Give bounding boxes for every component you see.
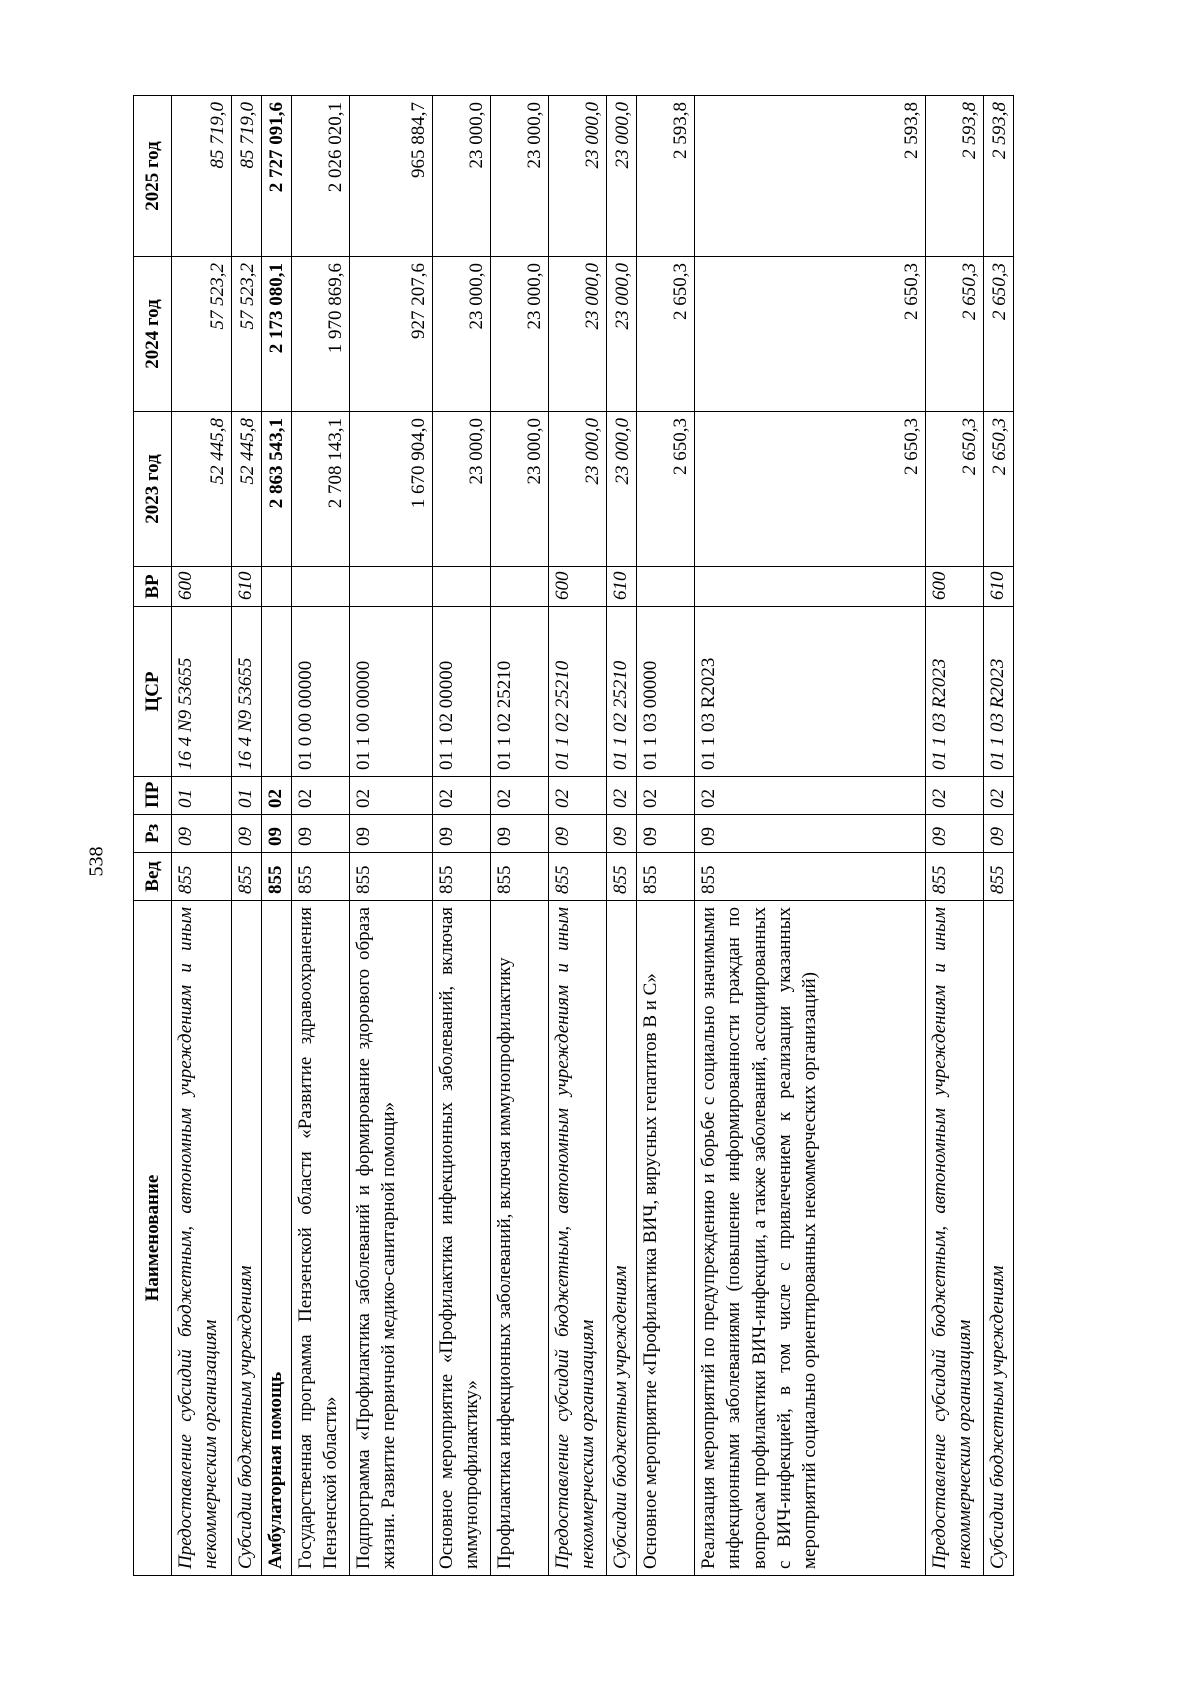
cell-rz: 09 <box>261 815 291 853</box>
cell-vr: 610 <box>232 567 262 607</box>
cell-vr <box>433 567 491 607</box>
cell-y2023: 2 650,3 <box>636 412 694 567</box>
cell-ved: 855 <box>433 853 491 901</box>
cell-vr: 610 <box>984 567 1014 607</box>
cell-y2023: 2 650,3 <box>694 412 925 567</box>
cell-ved: 855 <box>349 853 432 901</box>
cell-name: Субсидии бюджетным учреждениям <box>607 901 637 1576</box>
header-2025: 2025 год <box>134 96 172 257</box>
cell-csr: 01 0 00 00000 <box>291 607 349 777</box>
cell-y2024: 2 650,3 <box>926 257 984 412</box>
table-row <box>636 96 694 1576</box>
cell-csr: 01 1 02 25210 <box>491 607 549 777</box>
cell-rz: 09 <box>607 815 637 853</box>
cell-y2025: 23 000,0 <box>491 96 549 257</box>
cell-y2024: 23 000,0 <box>433 257 491 412</box>
cell-y2023: 2 863 543,1 <box>261 412 291 567</box>
cell-y2025: 23 000,0 <box>607 96 637 257</box>
budget-table-container <box>133 96 1014 1576</box>
cell-pr: 02 <box>549 777 607 815</box>
header-2023: 2023 год <box>134 412 172 567</box>
cell-pr: 02 <box>984 777 1014 815</box>
cell-y2023: 2 708 143,1 <box>291 412 349 567</box>
cell-csr: 01 1 02 25210 <box>607 607 637 777</box>
cell-y2024: 2 173 080,1 <box>261 257 291 412</box>
cell-ved: 855 <box>694 853 925 901</box>
cell-pr: 02 <box>491 777 549 815</box>
cell-name: Предоставление субсидий бюджетным, автономным учреждениям и иным некоммерческим организациям <box>172 901 232 1576</box>
cell-pr: 02 <box>926 777 984 815</box>
cell-pr: 02 <box>636 777 694 815</box>
cell-name: Предоставление субсидий бюджетным, автономным учреждениям и иным некоммерческим организациям <box>926 901 984 1576</box>
cell-rz: 09 <box>349 815 432 853</box>
cell-pr: 02 <box>433 777 491 815</box>
cell-pr: 02 <box>291 777 349 815</box>
header-rz: Рз <box>134 815 172 853</box>
cell-csr: 01 1 02 00000 <box>433 607 491 777</box>
budget-table <box>133 95 1014 1576</box>
cell-name: Субсидии бюджетным учреждениям <box>232 901 262 1576</box>
cell-name: Основное мероприятие «Профилактика ВИЧ, вирусных гепатитов В и С» <box>636 901 694 1576</box>
cell-vr <box>261 567 291 607</box>
cell-y2023: 1 670 904,0 <box>349 412 432 567</box>
cell-y2025: 85 719,0 <box>232 96 262 257</box>
page-number: 538 <box>85 846 108 877</box>
cell-pr: 01 <box>232 777 262 815</box>
cell-csr: 16 4 N9 53655 <box>232 607 262 777</box>
cell-ved: 855 <box>491 853 549 901</box>
header-pr: ПР <box>134 777 172 815</box>
table-row <box>984 96 1014 1576</box>
cell-name: Субсидии бюджетным учреждениям <box>984 901 1014 1576</box>
header-name: Наименование <box>134 901 172 1576</box>
cell-rz: 09 <box>172 815 232 853</box>
cell-rz: 09 <box>491 815 549 853</box>
cell-y2023: 52 445,8 <box>172 412 232 567</box>
cell-ved: 855 <box>261 853 291 901</box>
cell-ved: 855 <box>232 853 262 901</box>
cell-ved: 855 <box>984 853 1014 901</box>
cell-y2024: 57 523,2 <box>172 257 232 412</box>
table-row <box>261 96 291 1576</box>
cell-y2025: 2 593,8 <box>984 96 1014 257</box>
cell-ved: 855 <box>926 853 984 901</box>
cell-name: Подпрограмма «Профилактика заболеваний и формирование здорового образа жизни. Развитие первичной медико-санитарной помощи» <box>349 901 432 1576</box>
cell-vr <box>636 567 694 607</box>
cell-vr <box>349 567 432 607</box>
cell-y2023: 23 000,0 <box>549 412 607 567</box>
cell-y2025: 85 719,0 <box>172 96 232 257</box>
cell-rz: 09 <box>433 815 491 853</box>
cell-y2023: 23 000,0 <box>491 412 549 567</box>
table-row <box>549 96 607 1576</box>
cell-y2024: 23 000,0 <box>549 257 607 412</box>
cell-y2024: 927 207,6 <box>349 257 432 412</box>
table-row <box>232 96 262 1576</box>
cell-vr <box>491 567 549 607</box>
cell-y2025: 2 727 091,6 <box>261 96 291 257</box>
cell-csr: 01 1 02 25210 <box>549 607 607 777</box>
cell-csr: 01 1 03 R2023 <box>984 607 1014 777</box>
header-2024: 2024 год <box>134 257 172 412</box>
cell-csr: 01 1 00 00000 <box>349 607 432 777</box>
cell-pr: 02 <box>349 777 432 815</box>
cell-y2025: 965 884,7 <box>349 96 432 257</box>
cell-ved: 855 <box>291 853 349 901</box>
cell-y2025: 2 593,8 <box>694 96 925 257</box>
table-header-row <box>134 96 172 1576</box>
table-row <box>172 96 232 1576</box>
cell-y2025: 2 593,8 <box>636 96 694 257</box>
cell-name: Предоставление субсидий бюджетным, автономным учреждениям и иным некоммерческим организациям <box>549 901 607 1576</box>
cell-y2023: 2 650,3 <box>984 412 1014 567</box>
cell-y2024: 2 650,3 <box>636 257 694 412</box>
table-row <box>349 96 432 1576</box>
cell-y2025: 2 593,8 <box>926 96 984 257</box>
cell-y2025: 23 000,0 <box>549 96 607 257</box>
cell-pr: 02 <box>607 777 637 815</box>
cell-vr <box>291 567 349 607</box>
cell-y2024: 23 000,0 <box>607 257 637 412</box>
header-vr: ВР <box>134 567 172 607</box>
cell-vr: 600 <box>549 567 607 607</box>
cell-csr <box>261 607 291 777</box>
cell-pr: 02 <box>261 777 291 815</box>
cell-y2024: 1 970 869,6 <box>291 257 349 412</box>
cell-name: Основное мероприятие «Профилактика инфекционных заболеваний, включая иммунопрофилактику» <box>433 901 491 1576</box>
cell-y2025: 2 026 020,1 <box>291 96 349 257</box>
table-row <box>291 96 349 1576</box>
cell-csr: 01 1 03 00000 <box>636 607 694 777</box>
cell-csr: 01 1 03 R2023 <box>926 607 984 777</box>
header-ved: Вед <box>134 853 172 901</box>
table-row <box>694 96 925 1576</box>
cell-ved: 855 <box>607 853 637 901</box>
cell-y2024: 57 523,2 <box>232 257 262 412</box>
cell-pr: 01 <box>172 777 232 815</box>
cell-y2024: 2 650,3 <box>694 257 925 412</box>
table-row <box>491 96 549 1576</box>
cell-rz: 09 <box>232 815 262 853</box>
cell-y2023: 23 000,0 <box>433 412 491 567</box>
cell-y2024: 23 000,0 <box>491 257 549 412</box>
table-row <box>926 96 984 1576</box>
cell-rz: 09 <box>984 815 1014 853</box>
cell-y2023: 52 445,8 <box>232 412 262 567</box>
header-csr: ЦСР <box>134 607 172 777</box>
cell-rz: 09 <box>694 815 925 853</box>
cell-csr: 16 4 N9 53655 <box>172 607 232 777</box>
cell-name: Реализация мероприятий по предупреждению и борьбе с социально значимыми инфекционными заболеваниями (повышение информированности граждан по вопросам профилактики ВИЧ-инфекции, а также заболеваний, ассоциированных с ВИЧ-инфекцией, в том числе с привлечением к реализации указанных мероприятий социально ориентированных некоммерческих организаций) <box>694 901 925 1576</box>
cell-ved: 855 <box>172 853 232 901</box>
cell-y2023: 2 650,3 <box>926 412 984 567</box>
cell-y2023: 23 000,0 <box>607 412 637 567</box>
cell-name: Амбулаторная помощь <box>261 901 291 1576</box>
cell-vr: 600 <box>172 567 232 607</box>
cell-ved: 855 <box>549 853 607 901</box>
cell-rz: 09 <box>549 815 607 853</box>
cell-vr: 610 <box>607 567 637 607</box>
cell-rz: 09 <box>636 815 694 853</box>
table-row <box>607 96 637 1576</box>
cell-pr: 02 <box>694 777 925 815</box>
cell-csr: 01 1 03 R2023 <box>694 607 925 777</box>
cell-y2025: 23 000,0 <box>433 96 491 257</box>
cell-rz: 09 <box>291 815 349 853</box>
cell-vr <box>694 567 925 607</box>
cell-name: Профилактика инфекционных заболеваний, включая иммунопрофилактику <box>491 901 549 1576</box>
cell-name: Государственная программа Пензенской области «Развитие здравоохранения Пензенской области» <box>291 901 349 1576</box>
cell-ved: 855 <box>636 853 694 901</box>
cell-rz: 09 <box>926 815 984 853</box>
cell-vr: 600 <box>926 567 984 607</box>
table-row <box>433 96 491 1576</box>
cell-y2024: 2 650,3 <box>984 257 1014 412</box>
